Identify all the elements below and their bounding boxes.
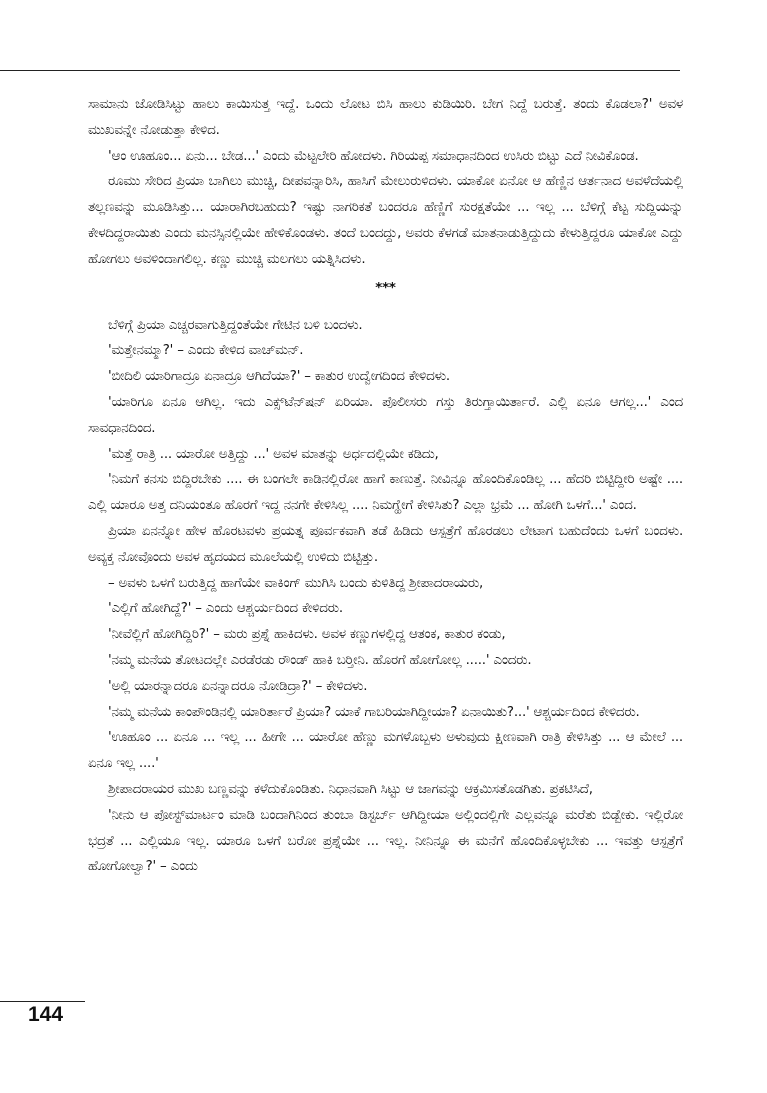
- footer-rule: [0, 1001, 85, 1002]
- paragraph: ಪ್ರಿಯಾ ಏನನ್ನೋ ಹೇಳ ಹೊರಟವಳು ಪ್ರಯತ್ನ ಪೂರ್ವಕವಾಗಿ ತಡೆ ಹಿಡಿದು ಆಸ್ಪತ್ರೆಗೆ ಹೊರಡಲು ಲೇಟಾಗ ಬಹುದೆಂದು ಒಳಗೆ ಬಂದಳು. ಅವ್ಯಕ್ತ ನೋವೊಂದು ಅವಳ ಹೃದಯದ ಮೂಲೆಯಲ್ಲಿ ಉಳಿದು ಬಿಟ್ಟಿತ್ತು.: [88, 523, 683, 565]
- paragraph: 'ನೀವೆಲ್ಲಿಗೆ ಹೋಗಿದ್ದಿರಿ?' – ಮರು ಪ್ರಶ್ನೆ ಹಾಕಿದಳು. ಅವಳ ಕಣ್ಣುಗಳಲ್ಲಿದ್ದ ಆತಂಕ, ಕಾತುರ ಕಂಡು,: [108, 627, 506, 643]
- paragraph: 'ಬೀದಿಲಿ ಯಾರಿಗಾದ್ರೂ ಏನಾದ್ರೂ ಆಗಿದೆಯಾ?' – ಕಾತುರ ಉದ್ವೇಗದಿಂದ ಕೇಳಿದಳು.: [108, 369, 450, 385]
- paragraph: 'ಆಂ ಊಹೂಂ... ಏನು... ಬೇಡ...' ಎಂದು ಮೆಟ್ಟಲೇರಿ ಹೋದಳು. ಗಿರಿಯಪ್ಪ ಸಮಾಧಾನದಿಂದ ಉಸಿರು ಬಿಟ್ಟು ಎದೆ ನೀವಿಕೊಂಡ.: [108, 148, 639, 164]
- paragraph: 'ಯಾರಿಗೂ ಏನೂ ಆಗಿಲ್ಲ. ಇದು ಎಕ್ಸ್‌ಟೆನ್‌ಷನ್ ಏರಿಯಾ. ಪೊಲೀಸರು ಗಸ್ತು ತಿರುಗ್ತಾಯಿರ್ತಾರೆ. ಎಲ್ಲಿ ಏನೂ ಆಗಲ್ಲ...' ಎಂದ ಸಾವಧಾನದಿಂದ.: [88, 394, 683, 436]
- paragraph: 'ಮತ್ತೇನಮ್ಮಾ?' – ಎಂದು ಕೇಳಿದ ವಾಚ್‌ಮನ್.: [108, 343, 304, 359]
- paragraph: 'ಅಲ್ಲಿ ಯಾರನ್ನಾದರೂ ಏನನ್ನಾದರೂ ನೋಡಿದ್ರಾ?' – ಕೇಳಿದಳು.: [108, 678, 368, 694]
- paragraph: ಬೆಳಿಗ್ಗೆ ಪ್ರಿಯಾ ಎಚ್ಚರವಾಗುತ್ತಿದ್ದಂತೆಯೇ ಗೇಟಿನ ಬಳಿ ಬಂದಳು.: [108, 317, 363, 333]
- paragraph: 'ನಮ್ಮ ಮನೆಯ ಕಾಂಪೌಂಡಿನಲ್ಲಿ ಯಾರಿರ್ತಾರೆ ಪ್ರಿಯಾ? ಯಾಕೆ ಗಾಬರಿಯಾಗಿದ್ದೀಯಾ? ಏನಾಯಿತು?...' ಆಶ್ಚರ್ಯದಿಂದ ಕೇಳಿದರು.: [108, 704, 640, 720]
- paragraph: 'ಊಹೂಂ ... ಏನೂ ... ಇಲ್ಲ ... ಹೀಗೇ ... ಯಾರೋ ಹೆಣ್ಣು ಮಗಳೊಬ್ಬಳು ಅಳುವುದು ಕ್ಷೀಣವಾಗಿ ರಾತ್ರಿ ಕೇಳಿಸಿತ್ತು ... ಆ ಮೇಲೆ ... ಏನೂ ಇಲ್ಲ ....': [88, 730, 683, 772]
- paragraph: 'ಮತ್ತೆ ರಾತ್ರಿ ... ಯಾರೋ ಅತ್ತಿದ್ದು ...' ಅವಳ ಮಾತನ್ನು ಅರ್ಧದಲ್ಲಿಯೇ ಕಡಿದು,: [108, 446, 439, 462]
- paragraph: 'ನಮ್ಮ ಮನೆಯ ತೋಟದಲ್ಲೇ ಎರಡೆರಡು ರೌಂಡ್ ಹಾಕಿ ಬರ್‍ತೀನಿ. ಹೊರಗೆ ಹೋಗೋಲ್ಲ .....' ಎಂದರು.: [108, 652, 532, 668]
- paragraph: – ಅವಳು ಒಳಗೆ ಬರುತ್ತಿದ್ದ ಹಾಗೆಯೇ ವಾಕಿಂಗ್ ಮುಗಿಸಿ ಬಂದು ಕುಳಿತಿದ್ದ ಶ್ರೀಪಾದರಾಯರು,: [108, 575, 484, 591]
- paragraph: 'ನೀನು ಆ ಪೋಸ್ಟ್‌ಮಾರ್ಟಂ ಮಾಡಿ ಬಂದಾಗಿನಿಂದ ತುಂಬಾ ಡಿಸ್ಟರ್ಬ್ ಆಗಿದ್ದೀಯಾ ಅಲ್ಲಿಂದಲ್ಲಿಗೇ ಎಲ್ಲವನ್ನೂ ಮರೆತು ಬಿಡ್ಬೇಕು. ಇಲ್ಲಿರೋ ಭದ್ರತೆ ... ಎಲ್ಲಿಯೂ ಇಲ್ಲ. ಯಾರೂ ಒಳಗೆ ಬರೋ ಪ್ರಶ್ನೆಯೇ ... ಇಲ್ಲ. ನೀನಿನ್ನೂ ಈ ಮನೆಗೆ ಹೊಂದಿಕೊಳ್ಳಬೇಕು ... ಇವತ್ತು ಆಸ್ಪತ್ರೆಗೆ ಹೋಗೋಲ್ವಾ?' – ಎಂದು: [88, 807, 683, 875]
- paragraph: 'ಎಲ್ಲಿಗೆ ಹೋಗಿದ್ದೆ?' – ಎಂದು ಆಶ್ಚರ್ಯದಿಂದ ಕೇಳಿದರು.: [108, 601, 343, 617]
- page-number: 144: [28, 1003, 64, 1026]
- paragraph: ರೂಮು ಸೇರಿದ ಪ್ರಿಯಾ ಬಾಗಿಲು ಮುಚ್ಚಿ, ದೀಪವನ್ನಾರಿಸಿ, ಹಾಸಿಗೆ ಮೇಲುರುಳಿದಳು. ಯಾಕೋ ಏನೋ ಆ ಹೆಣ್ಣಿನ ಆರ್ತನಾದ ಅವಳೆದೆಯಲ್ಲಿ ತಲ್ಲಣವನ್ನು ಮೂಡಿಸಿತ್ತು... ಯಾರಾಗಿರಬಹುದು? ಇಷ್ಟು ನಾಗರಿಕತೆ ಬಂದರೂ ಹೆಣ್ಣಿಗೆ ಸುರಕ್ಷತೆಯೇ ... ಇಲ್ಲ ... ಬೆಳಿಗ್ಗೆ ಕೆಟ್ಟ ಸುದ್ದಿಯನ್ನು ಕೇಳದಿದ್ದರಾಯಿತು ಎಂದು ಮನಸ್ಸಿನಲ್ಲಿಯೇ ಹೇಳಿಕೊಂಡಳು. ತಂದೆ ಬಂದದ್ದು, ಅವರು ಕೆಳಗಡೆ ಮಾತನಾಡುತ್ತಿದ್ದುದು ಕೇಳುತ್ತಿದ್ದರೂ ಯಾಕೋ ಎದ್ದು ಹೋಗಲು ಅವಳಿಂದಾಗಲಿಲ್ಲ. ಕಣ್ಣು ಮುಚ್ಚಿ ಮಲಗಲು ಯತ್ನಿಸಿದಳು.: [88, 174, 683, 267]
- section-separator: ***: [375, 280, 396, 296]
- paragraph: ಸಾಮಾನು ಜೋಡಿಸಿಟ್ಟು ಹಾಲು ಕಾಯಿಸುತ್ತ ಇದ್ದೆ. ಒಂದು ಲೋಟ ಬಿಸಿ ಹಾಲು ಕುಡಿಯಿರಿ. ಬೇಗ ನಿದ್ದೆ ಬರುತ್ತೆ. ತಂದು ಕೊಡಲಾ?' ಅವಳ ಮುಖವನ್ನೇ ನೋಡುತ್ತಾ ಕೇಳಿದ.: [88, 97, 683, 138]
- header-rule: [0, 70, 680, 71]
- body-text: [88, 92, 683, 880]
- paragraph: ಶ್ರೀಪಾದರಾಯರ ಮುಖ ಬಣ್ಣವನ್ನು ಕಳೆದುಕೊಂಡಿತು. ನಿಧಾನವಾಗಿ ಸಿಟ್ಟು ಆ ಜಾಗವನ್ನು ಆಕ್ರಮಿಸತೊಡಗಿತು. ಪ್ರಕಟಿಸಿದೆ,: [108, 781, 593, 797]
- paragraph: 'ನಿಮಗೆ ಕನಸು ಬಿದ್ದಿರಬೇಕು .... ಈ ಬಂಗಲೇ ಕಾಡಿನಲ್ಲಿರೋ ಹಾಗೆ ಕಾಣುತ್ತೆ. ನೀವಿನ್ನೂ ಹೊಂದಿಕೊಂಡಿಲ್ಲ ... ಹೆದರಿ ಬಿಟ್ಟಿದ್ದೀರಿ ಅಷ್ಟೇ .... ಎಲ್ಲಿ ಯಾರೂ ಅತ್ತ ದನಿಯಂತೂ ಹೊರಗೆ ಇದ್ದ ನನಗೇ ಕೇಳಿಸಿಲ್ಲ .... ನಿಮಗ್ಹೇಗೆ ಕೇಳಿಸಿತು? ಎಲ್ಲಾ ಭ್ರಮೆ ... ಹೋಗಿ ಒಳಗೆ...' ಎಂದ.: [88, 472, 683, 514]
